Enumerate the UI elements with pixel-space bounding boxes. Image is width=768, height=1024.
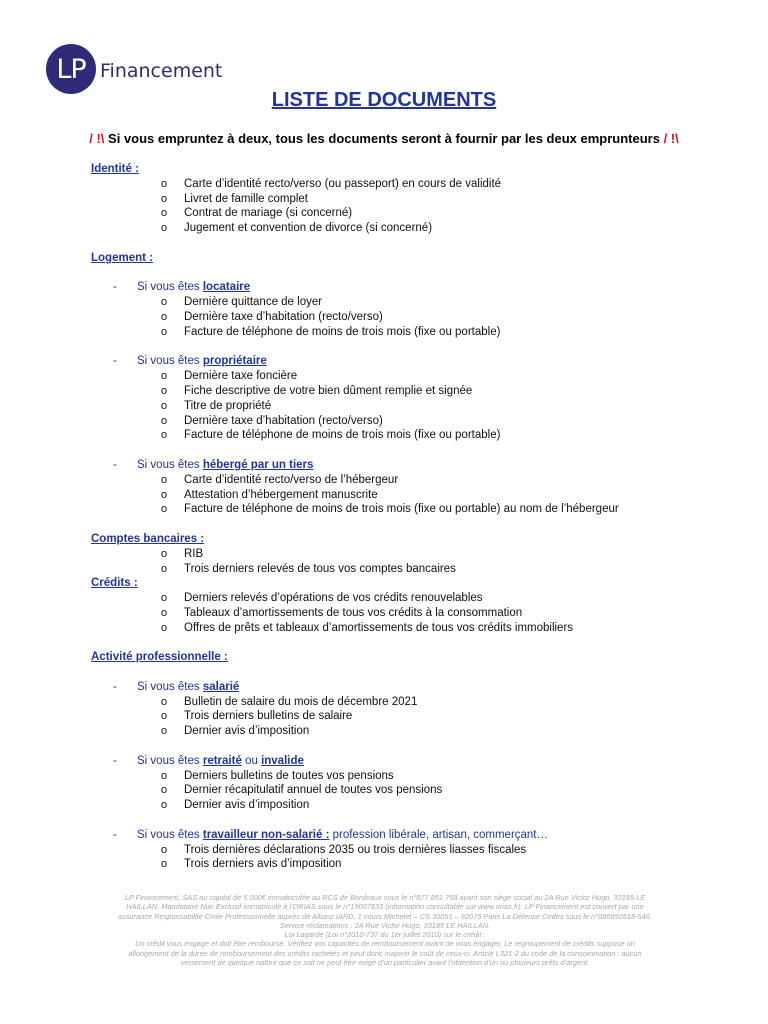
document-list <box>91 162 731 872</box>
list-item: o Derniers relevés d’opérations de vos crédits renouvelables <box>161 592 483 605</box>
bullet-icon: o <box>161 725 168 738</box>
list-item: o Trois derniers relevés de tous vos comptes bancaires <box>161 562 456 575</box>
bullet-icon: o <box>161 592 168 605</box>
list-item: o Bulletin de salaire du mois de décembre 2021 <box>161 695 418 708</box>
list-item: o Fiche descriptive de votre bien dûment remplie et signée <box>161 384 473 397</box>
list-item: o Tableaux d’amortissements de tous vos crédits à la consommation <box>161 606 523 619</box>
section-heading-comptes: Comptes bancaires : <box>91 532 205 545</box>
subheading-retraite: - Si vous êtes retraité ou invalide <box>113 754 304 767</box>
list-item: o RIB <box>161 547 204 560</box>
bullet-icon: o <box>161 192 168 205</box>
warning-text: Si vous empruntez à deux, tous les documents seront à fournir par les deux emprunteurs <box>108 131 660 146</box>
subheading-proprietaire: - Si vous êtes propriétaire <box>113 355 267 368</box>
list-item: o Dernier avis d’imposition <box>161 799 310 812</box>
lp-financement-logo <box>46 42 222 96</box>
bullet-icon: o <box>161 843 168 856</box>
bullet-icon: o <box>161 222 168 235</box>
list-item: o Trois derniers avis d’imposition <box>161 858 342 871</box>
list-item: o Dernière taxe d’habitation (recto/verso) <box>161 310 383 323</box>
bullet-icon: o <box>161 858 168 871</box>
list-item: o Contrat de mariage (si concerné) <box>161 207 353 220</box>
list-item: o Dernière taxe d’habitation (recto/verso) <box>161 414 383 427</box>
subheading-tns: - Si vous êtes travailleur non-salarié : profession libérale, artisan, commerçant… <box>113 828 549 841</box>
bullet-icon: o <box>161 784 168 797</box>
bullet-icon: o <box>161 695 168 708</box>
bullet-icon: o <box>161 429 168 442</box>
warning-marker-right: / !\ <box>663 131 679 146</box>
bullet-icon: o <box>161 325 168 338</box>
bullet-icon: o <box>161 399 168 412</box>
list-item: o Dernière taxe foncière <box>161 370 298 383</box>
footer-line: LP Financement, SAS au capital de 5 000€ immatriculée au RCS de Bordeaux sous le n°877 851 758 ayant son siège social au 2A Rue Victor Hugo, 33185 LE <box>124 893 646 902</box>
subheading-heberge: - Si vous êtes hébergé par un tiers <box>113 458 314 471</box>
logo-initials: LP <box>56 53 86 85</box>
footer-line: versement de quelque nature que ce soit ne peut être exigé d’un particulier avant l’obtention d’un ou plusieurs prêts d’argent. <box>180 958 590 968</box>
list-item: o Dernière quittance de loyer <box>161 296 323 309</box>
bullet-icon: o <box>161 207 168 220</box>
list-item: o Facture de téléphone de moins de trois mois (fixe ou portable) <box>161 429 501 442</box>
bullet-icon: o <box>161 414 168 427</box>
footer-line: Loi Lagarde (Loi n°2010-737 du 1er juillet 2010) sur le crédit : <box>284 930 486 940</box>
list-item: o Livret de famille complet <box>161 192 308 205</box>
bullet-icon: o <box>161 799 168 812</box>
bullet-icon: o <box>161 503 168 516</box>
list-item: o Facture de téléphone de moins de trois mois (fixe ou portable) <box>161 325 501 338</box>
list-item: o Facture de téléphone de moins de trois mois (fixe ou portable) au nom de l’hébergeur <box>161 503 619 516</box>
bullet-icon: o <box>161 177 168 190</box>
list-item: o Jugement et convention de divorce (si concerné) <box>161 222 433 235</box>
bullet-icon: o <box>161 310 168 323</box>
logo-badge <box>46 44 96 94</box>
bullet-icon: o <box>161 296 168 309</box>
legal-footer <box>80 893 690 967</box>
list-item: o Offres de prêts et tableaux d’amortissements de tous vos crédits immobiliers <box>161 621 574 634</box>
bullet-icon: o <box>161 606 168 619</box>
bullet-icon: o <box>161 621 168 634</box>
subheading-salarie: - Si vous êtes salarié <box>113 680 240 693</box>
page-title: LISTE DE DOCUMENTS <box>271 89 497 111</box>
list-item: o Dernier récapitulatif annuel de toutes vos pensions <box>161 784 443 797</box>
section-heading-activite: Activité professionnelle : <box>91 651 228 664</box>
list-item: o Trois dernières déclarations 2035 ou trois dernières liasses fiscales <box>161 843 527 856</box>
bullet-icon: o <box>161 473 168 486</box>
footer-line: Un crédit vous engage et doit être remboursé. Vérifiez vos capacités de remboursement avant de vous engager. Le regroupement de crédits suppose un <box>135 939 635 949</box>
bullet-icon: o <box>161 488 168 501</box>
list-item: o Carte d’identité recto/verso de l’hébergeur <box>161 473 399 486</box>
subheading-locataire: - Si vous êtes locataire <box>113 281 251 294</box>
list-item: o Titre de propriété <box>161 399 272 412</box>
bullet-icon: o <box>161 769 168 782</box>
logo-name: Financement <box>100 60 223 82</box>
footer-line: HAILLAN. Mandataire Non Exclusif immatriculé à l’ORIAS sous le n°19007833 (information consultable sur www.orias.fr). LP Financement est couvert par une <box>126 902 644 912</box>
warning-banner <box>0 131 768 146</box>
footer-line: Service réclamations : 2A Rue Victor Hugo, 33185 LE HAILLAN. <box>279 920 491 930</box>
list-item: o Carte d’identité recto/verso (ou passeport) en cours de validité <box>161 177 502 190</box>
bullet-icon: o <box>161 562 168 575</box>
section-heading-identite: Identité : <box>91 163 139 175</box>
list-item: o Attestation d’hébergement manuscrite <box>161 488 378 501</box>
section-heading-logement: Logement : <box>91 251 153 264</box>
footer-line: assurance Responsabilité Civile Professionnelle auprès de Allianz IARD, 1 cours Michelet – CS 30051 – 92076 Paris La Défense Cedex sous le n°086850518-546. <box>118 911 652 921</box>
section-heading-credits: Crédits : <box>91 577 138 590</box>
list-item: o Dernier avis d’imposition <box>161 725 310 738</box>
bullet-icon: o <box>161 384 168 397</box>
footer-line: allongement de la durée de remboursement des crédits rachetés et peut donc majorer le coût de ceux-ci. Article L321-2 du code de la consommation : aucun <box>128 948 642 958</box>
list-item: o Derniers bulletins de toutes vos pensions <box>161 769 394 782</box>
bullet-icon: o <box>161 547 168 560</box>
list-item: o Trois derniers bulletins de salaire <box>161 710 353 723</box>
bullet-icon: o <box>161 370 168 383</box>
bullet-icon: o <box>161 710 168 723</box>
warning-marker-left: / !\ <box>89 131 105 146</box>
